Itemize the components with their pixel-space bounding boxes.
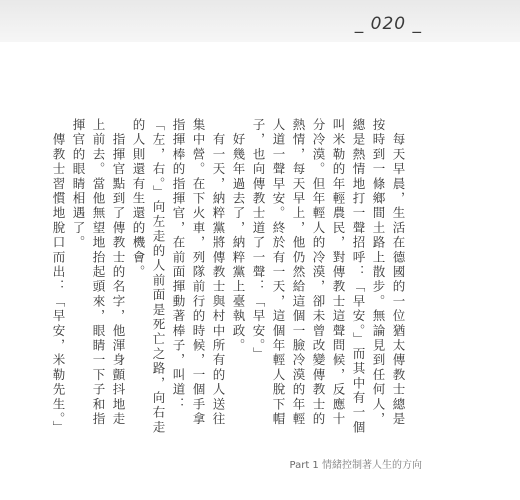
- paragraph: 每天早晨，生活在德國的一位猶太傳教士總是按時到一條鄉間土路上散步。無論見到任何人，總是熱情地打一聲招呼：「早安。」而其中有一個叫米勒的年輕農民，對傳教士這聲問候，反應十分冷漠。但年輕人的冷漠，卻未曾改變傳教士的熱情，每天早上，他仍然給這個一臉冷漠的年輕人道一聲早安。終於有一天，這個年輕人脫下帽子，也向傳教士道了一聲：「早安。」: [251, 118, 406, 436]
- paragraph: 指揮官點到了傳教士的名字，他渾身顫抖地走上前去。當他無望地抬起頭來，眼睛一下子和指揮官的眼睛相遇了。: [71, 118, 126, 427]
- part-label: Part 1: [289, 460, 319, 471]
- running-footer: [290, 456, 422, 471]
- page-number: _ 020 _: [354, 14, 422, 34]
- vertical-text-body: [48, 118, 408, 438]
- header-band: [0, 0, 520, 42]
- page-number-value: 020: [370, 14, 407, 34]
- paragraph: 有一天，納粹黨將傳教士與村中所有的人送往集中營。在下火車，列隊前行的時候，一個手拿指揮棒的指揮官，在前面揮動著棒子，叫道：「左，右。」向左走的人前面是死亡之路，向右走的人則還有生還的機會。: [131, 118, 226, 436]
- paragraph: 傳教士習慣地脫口而出：「早安，米勒先生。」: [51, 118, 66, 436]
- chapter-title: 情緒控制著人生的方向: [322, 460, 422, 471]
- paragraph: 好幾年過去了，納粹黨上臺執政。: [231, 118, 246, 354]
